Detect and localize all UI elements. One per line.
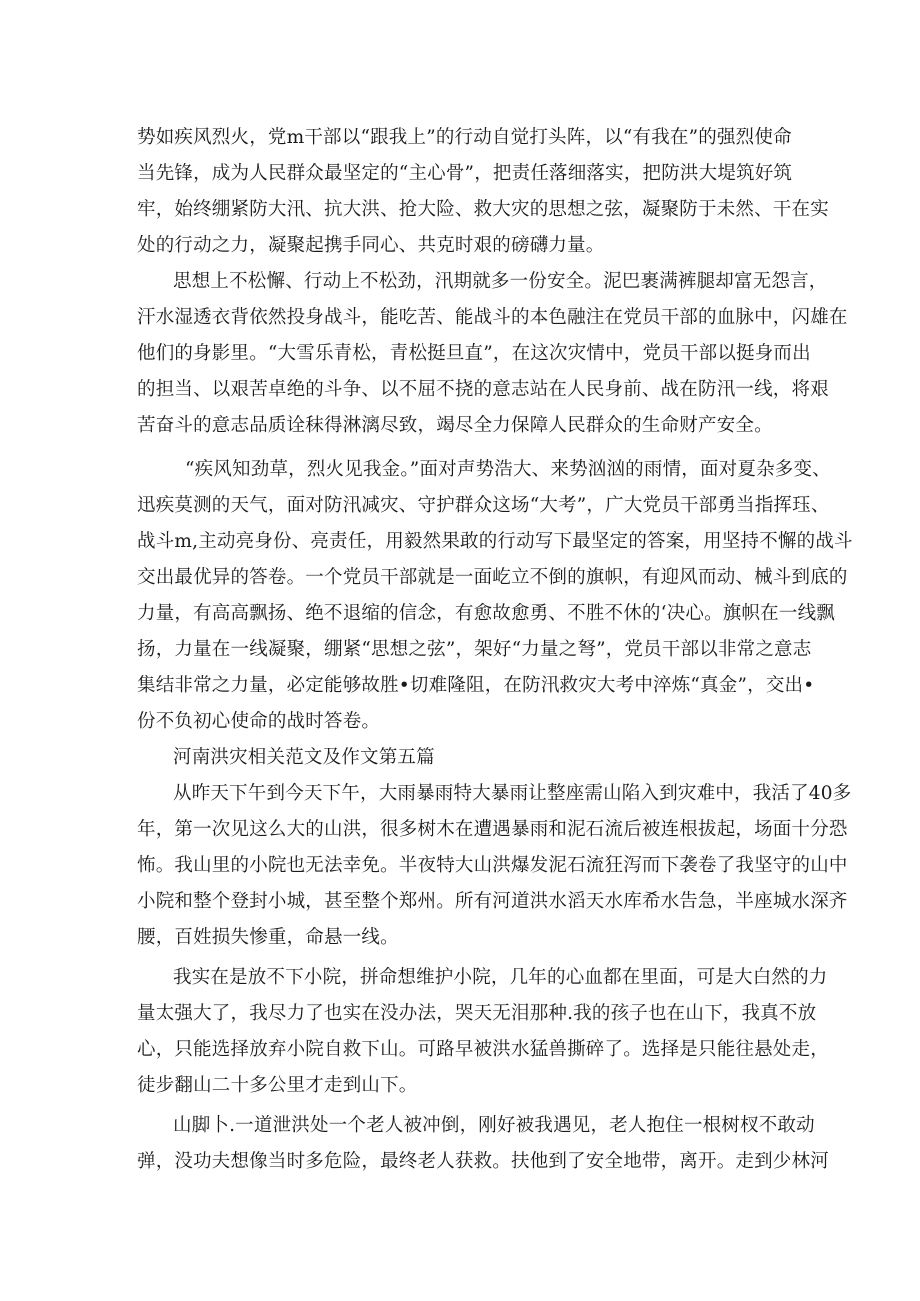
text-line: 弹，没功夫想像当时多危险，最终老人获救。扶他到了安全地带，离开。走到少林河 — [137, 1151, 829, 1172]
section-heading: 河南洪灾相关范文及作文第五篇 — [173, 747, 435, 768]
text-line: 小院和整个登封小城，甚至整个郑州。所有河道洪水滔天水库希水告急，半座城水深齐 — [137, 891, 848, 912]
text-line: 牢，始终绷紧防大汛、抗大洪、抢大险、救大灾的思想之弦，凝聚防于未然、干在实 — [137, 199, 829, 220]
text-line: 量太强大了，我尽力了也实在没办法，哭天无泪那种.我的孩子也在山下，我真不放 — [137, 1003, 817, 1024]
text-line: 腰，百姓损失惨重，命悬一线。 — [137, 927, 399, 948]
text-line: 年，第一次见这么大的山洪，很多树木在遭遇暴雨和泥石流后被连根拔起，场面十分恐 — [137, 819, 848, 840]
text-line: 汗水湿透衣背依然投身战斗，能吃苦、能战斗的本色融注在党员干部的血脉中，闪雄在 — [137, 307, 848, 328]
text-line: 他们的身影里。“大雪乐青松，青松挺旦直”，在这次灾情中，党员干部以挺身而出 — [137, 343, 811, 364]
paragraph-start: 从昨天下午到今天下午，大雨暴雨特大暴雨让整座需山陷入到灾难中，我活了40多 — [173, 783, 852, 804]
text-line: 当先锋，成为人民群众最坚定的“主心骨”，把责任落细落实，把防洪大堤筑好筑 — [137, 163, 793, 184]
text-line: 苦奋斗的意志品质诠秣得淋漓尽致，竭尽全力保障人民群众的生命财产安全。 — [137, 415, 773, 436]
text-line: 徒步翻山二十多公里才走到山下。 — [137, 1075, 418, 1096]
text-line: 处的行动之力，凝聚起携手同心、共克时艰的磅礴力量。 — [137, 235, 605, 256]
text-line: 力量，有高高飘扬、绝不退缩的信念，有愈故愈勇、不胜不休的‘决心。旗帜在一线飘 — [137, 603, 835, 624]
paragraph-start: 思想上不松懈、行动上不松劲，汛期就多一份安全。泥巴裹满裤腿却富无怨言， — [173, 271, 828, 292]
text-line: 扬，力量在一线凝聚，绷紧“思想之弦”，架好“力量之弩”，党员干部以非常之意志 — [137, 639, 812, 660]
text-line: 集结非常之力量，必定能够故胜•切难隆阻，在防汛救灾大考中淬炼“真金”，交出• — [137, 675, 815, 696]
text-line: 交出最优异的答卷。一个党员干部就是一面屹立不倒的旗帜，有迎风而动、械斗到底的 — [137, 567, 848, 588]
text-line: 战斗m,主动亮身份、亮责任，用毅然果敢的行动写下最坚定的答案，用坚持不懈的战斗 — [137, 531, 853, 552]
text-line: 心，只能选择放弃小院自救下山。可路早被洪水猛兽撕碎了。选择是只能往悬处走， — [137, 1039, 829, 1060]
text-line: 迅疾莫测的天气，面对防汛减灾、守护群众这场“大考”，广大党员干部勇当指挥珏、 — [137, 495, 830, 516]
text-line: 势如疾风烈火，党m干部以“跟我上”的行动自觉打头阵，以“有我在”的强烈使命 — [137, 127, 792, 148]
text-line: 的担当、以艰苦卓绝的斗争、以不屈不挠的意志站在人民身前、战在防汛一线，将艰 — [137, 379, 829, 400]
paragraph-start: 我实在是放不下小院，拼命想维护小院，几年的心血都在里面，可是大白然的力 — [173, 967, 828, 988]
text-line: 份不负初心使命的战时答卷。 — [137, 711, 381, 732]
paragraph-start: 山脚卜.一道泄洪处一个老人被冲倒，刚好被我遇见，老人抱住一根树杈不敢动 — [173, 1115, 815, 1136]
text-line: 怖。我山里的小院也无法幸免。半夜特大山洪爆发泥石流狂泻而下袭卷了我坚守的山中 — [137, 855, 848, 876]
paragraph-start: “疾风知劲草，烈火见我金。”面对声势浩大、来势汹汹的雨情，面对夏杂多变、 — [185, 459, 831, 480]
